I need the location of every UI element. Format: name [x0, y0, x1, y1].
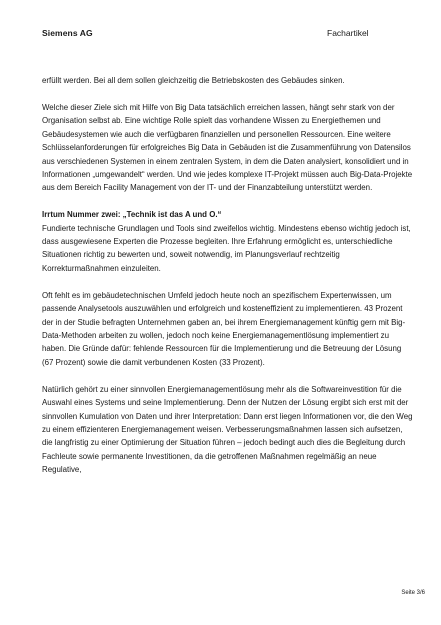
document-type: Fachartikel: [327, 28, 369, 38]
company-name: Siemens AG: [42, 28, 93, 38]
section-heading: Irrtum Nummer zwei: „Technik ist das A und O.“: [42, 210, 222, 220]
paragraph-continuation: erfüllt werden. Bei all dem sollen gleichzeitig die Betriebskosten des Gebäudes sinken.: [42, 76, 345, 85]
paragraph-energy-management: Natürlich gehört zu einer sinnvollen Energiemanagementlösung mehr als die Softwareinvestition für die Auswahl eines Systems und seine Implementierung. Denn der Nutzen der Lösung ergibt sich erst mit der sinnvollen Kumulation von Daten und ihrer Interpretation: Dann erst liegen Informationen vor, die den Weg zu einem effizienteren Energiemanagement weisen. Verbesserungsmaßnahmen lassen sich aufsetzen, die langfristig zu einer Optimierung der Situation führen – jedoch bedingt auch dies die Begleitung durch Fachleute sowie permanente Investitionen, da die getroffenen Maßnahmen regelmäßig an neue Regulative,: [42, 384, 413, 475]
page-header: [42, 28, 399, 42]
paragraph-goals: Welche dieser Ziele sich mit Hilfe von Big Data tatsächlich erreichen lassen, hängt sehr stark von der Organisation selbst ab. Eine wichtige Rolle spielt das vorhandene Wissen zu Energiethemen und Gebäudesystemen wie auch die verfügbaren finanziellen und personellen Ressourcen. Eine weitere Schlüsselanforderungen für erfolgreiches Big Data in Gebäuden ist die Zusammenführung von Datensilos aus verschiedenen Systemen in einem zentralen System, in dem die Daten analysiert, konsolidiert und in Informationen „umgewandelt“ werden. Und wie jedes komplexe IT-Projekt müssen auch Big-Data-Projekte aus dem Bereich Facility Management von der IT- und der Finanzabteilung unterstützt werden.: [42, 102, 413, 193]
page-number: Seite 3/6: [401, 590, 425, 596]
article-body: [42, 74, 414, 477]
paragraph-experts: Fundierte technische Grundlagen und Tools sind zweifellos wichtig. Mindestens ebenso wichtig jedoch ist, dass ausgewiesene Experten die Prozesse begleiten. Ihre Erfahrung ermöglicht es, unterschiedliche Situationen richtig zu bewerten und, soweit notwendig, im Planungsverlauf rechtzeitig Korrekturmaßnahmen einzuleiten.: [42, 223, 411, 273]
paragraph-expertise-gap: Oft fehlt es im gebäudetechnischen Umfeld jedoch heute noch an spezifischem Expertenwissen, um passende Analysetools auszuwählen und erfolgreich und kosteneffizient zu implementieren. 43 Prozent der in der Studie befragten Unternehmen gaben an, bei ihrem Energiemanagement künftig gern mit Big-Data-Methoden arbeiten zu wollen, jedoch noch keine Energiemanagementlösung implementiert zu haben. Die Gründe dafür: fehlende Ressourcen für die Implementierung und die Betreuung der Lösung (67 Prozent) sowie die damit verbundenen Kosten (33 Prozent).: [42, 290, 406, 367]
